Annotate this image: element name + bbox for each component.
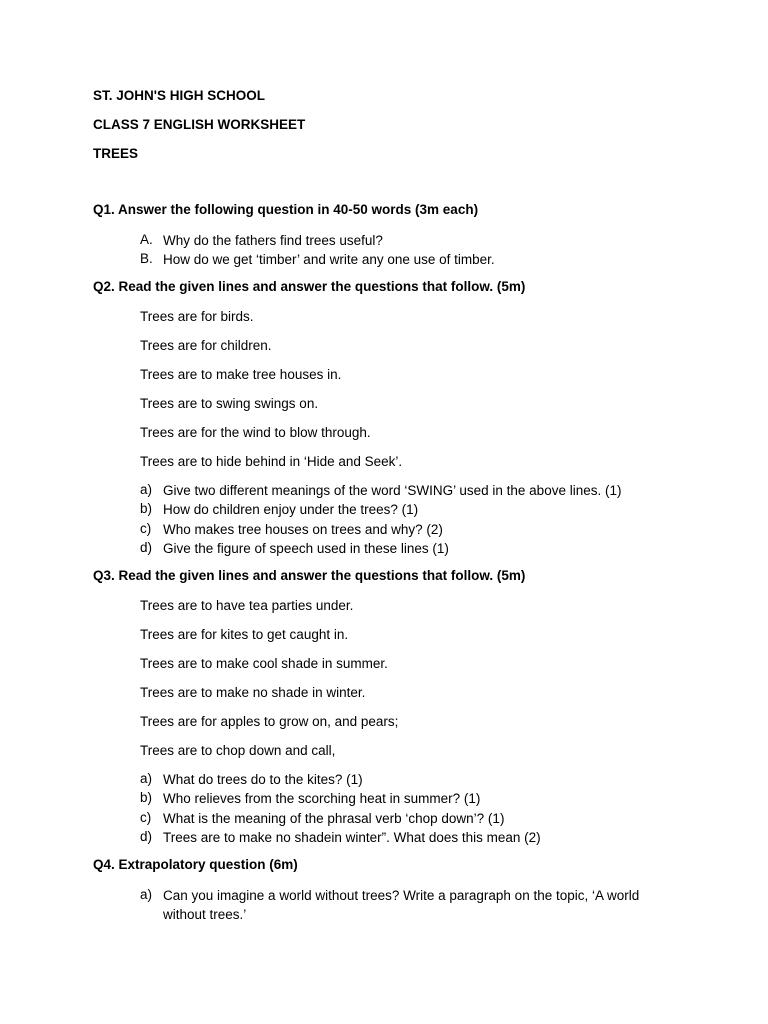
list-item: Give the figure of speech used in these lines (1) <box>163 541 449 556</box>
list-item: Can you imagine a world without trees? Write a paragraph on the topic, ‘A world without trees.’ <box>163 888 640 922</box>
poem-line: Trees are to make cool shade in summer. <box>140 656 388 671</box>
list-item: Why do the fathers find trees useful? <box>163 233 383 248</box>
list-item: Trees are to make no shadein winter”. What does this mean (2) <box>163 830 541 845</box>
list-item-label: b) <box>140 790 153 805</box>
worksheet-title: CLASS 7 ENGLISH WORKSHEET <box>93 117 306 132</box>
q3-heading: Q3. Read the given lines and answer the questions that follow. (5m) <box>93 568 526 583</box>
list-item-label: A. <box>140 232 153 247</box>
list-item-label: c) <box>140 521 152 536</box>
poem-line: Trees are for apples to grow on, and pears; <box>140 714 399 729</box>
list-item-label: a) <box>140 887 153 902</box>
list-item-label: b) <box>140 501 153 516</box>
poem-line: Trees are to make tree houses in. <box>140 367 342 382</box>
list-item: How do children enjoy under the trees? (1) <box>163 502 419 517</box>
poem-line: Trees are to have tea parties under. <box>140 598 354 613</box>
list-item: What do trees do to the kites? (1) <box>163 772 363 787</box>
list-item-label: d) <box>140 540 153 555</box>
q2-heading: Q2. Read the given lines and answer the questions that follow. (5m) <box>93 279 526 294</box>
poem-line: Trees are to chop down and call, <box>140 743 336 758</box>
poem-line: Trees are to swing swings on. <box>140 396 319 411</box>
list-item-label: a) <box>140 482 153 497</box>
poem-line: Trees are for birds. <box>140 309 254 324</box>
list-item: What is the meaning of the phrasal verb ‘chop down’? (1) <box>163 811 505 826</box>
list-item-label: d) <box>140 829 153 844</box>
poem-line: Trees are to make no shade in winter. <box>140 685 366 700</box>
school-name: ST. JOHN'S HIGH SCHOOL <box>93 88 265 103</box>
poem-line: Trees are for the wind to blow through. <box>140 425 371 440</box>
list-item: How do we get ‘timber’ and write any one use of timber. <box>163 252 495 267</box>
poem-line: Trees are for children. <box>140 338 272 353</box>
poem-line: Trees are for kites to get caught in. <box>140 627 349 642</box>
poem-line: Trees are to hide behind in ‘Hide and Seek’. <box>140 454 403 469</box>
list-item: Who relieves from the scorching heat in summer? (1) <box>163 791 481 806</box>
list-item: Give two different meanings of the word ‘SWING’ used in the above lines. (1) <box>163 483 622 498</box>
list-item-label: c) <box>140 810 152 825</box>
topic-title: TREES <box>93 146 139 161</box>
q1-heading: Q1. Answer the following question in 40-50 words (3m each) <box>93 202 479 217</box>
list-item-label: a) <box>140 771 153 786</box>
list-item-label: B. <box>140 251 153 266</box>
q4-heading: Q4. Extrapolatory question (6m) <box>93 857 298 872</box>
list-item: Who makes tree houses on trees and why? (2) <box>163 522 443 537</box>
